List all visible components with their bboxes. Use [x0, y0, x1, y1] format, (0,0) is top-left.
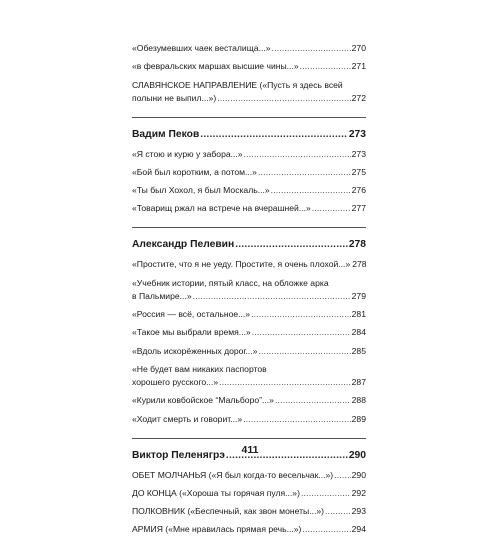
toc-entry: [132, 505, 366, 518]
dot-leader: [217, 92, 350, 105]
toc-entry-title: в Пальмире...»: [132, 290, 192, 301]
toc-entry-title: ДО КОНЦА («Хороша ты горячая пуля...»): [132, 487, 300, 498]
toc-entry-page: 278: [352, 259, 367, 270]
toc-entry-page: 272: [351, 92, 366, 103]
toc-entry-page: 285: [351, 345, 366, 356]
dot-leader: [258, 166, 351, 179]
toc-entry: [132, 345, 366, 358]
toc-entry-title: «Такое мы выбрали время...»: [132, 327, 251, 338]
author-page: 278: [348, 239, 366, 251]
toc-entry: [132, 60, 366, 73]
toc-entry-page: 275: [351, 166, 366, 177]
dot-leader: [300, 60, 351, 73]
toc-entry-title: «Ходит смерть и говорит...»: [132, 413, 243, 424]
toc-entry-title: «в февральских маршах высшие чины...»: [132, 61, 299, 72]
toc-entry-page: 273: [351, 148, 366, 159]
author-name: Вадим Пеков: [132, 128, 200, 140]
toc-entry: [132, 487, 366, 500]
toc-group: [132, 148, 366, 216]
dot-leader: [235, 238, 348, 252]
toc-entry-page: 294: [351, 524, 366, 535]
dot-leader: [193, 290, 351, 303]
dot-leader: [200, 128, 348, 142]
toc-entry: [132, 166, 366, 179]
toc-entry-title-line: СЛАВЯНСКОЕ НАПРАВЛЕНИЕ («Пусть я здесь всей: [132, 79, 343, 90]
dot-leader: [334, 469, 351, 482]
author-name: Виктор Пеленягрэ: [132, 449, 225, 461]
toc-entry-page: 292: [351, 487, 366, 498]
toc-entry: [132, 42, 366, 55]
toc-entry-page: 279: [351, 290, 366, 301]
toc-entry-page: 277: [351, 203, 366, 214]
toc-entry-title-line: «Не будет вам никаких паспортов: [132, 363, 267, 374]
toc-entry-page: 270: [351, 43, 366, 53]
dot-leader: [271, 184, 351, 197]
toc-group: [132, 42, 366, 105]
toc-entry: [132, 277, 366, 303]
toc-entry: [132, 394, 366, 407]
toc-entry-title: «Простите, что я не уеду. Простите, я очень плохой...»: [132, 259, 351, 270]
toc-entry: [132, 469, 366, 482]
toc-entry: [132, 202, 366, 215]
toc-group: [132, 258, 366, 425]
author-page: 273: [348, 128, 366, 140]
toc-entry: [132, 184, 366, 197]
toc-entry: [132, 79, 366, 105]
dot-leader: [272, 42, 351, 55]
toc-entry: [132, 308, 366, 321]
toc-entry-title: ПОЛКОВНИК («Беспечный, как звон монеты...»): [132, 506, 325, 517]
author-name: Александр Пелевин: [132, 239, 235, 251]
toc-entry-page: 293: [351, 506, 366, 517]
toc-entry-title: «Товарищ ржал на встрече на вчерашней...»: [132, 203, 311, 214]
author-page: 290: [348, 449, 366, 461]
toc-group: [132, 469, 366, 536]
section-divider: [132, 227, 366, 228]
dot-leader: [301, 487, 351, 500]
toc-entry-page: 276: [351, 185, 366, 196]
toc-entry-title: АРМИЯ («Мне нравилась прямая речь...»): [132, 524, 302, 535]
dot-leader: [252, 326, 351, 339]
dot-leader: [258, 345, 350, 358]
toc-entry-title: «Ты был Хохол, я был Москаль...»: [132, 185, 270, 196]
dot-leader: [243, 413, 350, 426]
toc-entry-page: 289: [351, 413, 366, 424]
toc-entry-title: хорошего русского...»: [132, 376, 219, 387]
toc-entry-page: 287: [351, 376, 366, 387]
toc-entry-title: «Я стою и курю у забора...»: [132, 148, 243, 159]
section-divider: [132, 438, 366, 439]
toc-entry-title: «Вдоль искорёженных дорог...»: [132, 345, 258, 356]
toc-author-heading: [132, 128, 366, 142]
page-number: 411: [241, 444, 259, 456]
toc-entry-title: «Россия — всё, остальное...»: [132, 309, 251, 320]
toc-entry-title: «Бой был коротким, а потом...»: [132, 166, 257, 177]
toc-entry-page: 284: [351, 327, 366, 338]
dot-leader: [251, 308, 351, 321]
dot-leader: [219, 376, 351, 389]
dot-leader: [244, 148, 351, 161]
toc-entry: [132, 413, 366, 426]
toc-entry-page: 281: [351, 309, 366, 320]
toc-entry: [132, 363, 366, 389]
toc-entry-page: 288: [351, 395, 366, 406]
toc-entry-title-line: «Учебник истории, пятый класс, на обложке арка: [132, 277, 329, 288]
toc-entry-page: 271: [351, 61, 366, 72]
toc-entry-title: полыни не выпил...»): [132, 92, 217, 103]
toc-entry-title: ОБЕТ МОЛЧАНЬЯ («Я был когда-то весельчак...»): [132, 469, 334, 480]
dot-leader: [325, 505, 351, 518]
toc-entry: [132, 326, 366, 339]
dot-leader: [275, 394, 351, 407]
toc-entry-page: 290: [351, 469, 366, 480]
dot-leader: [302, 523, 350, 536]
dot-leader: [312, 202, 351, 215]
toc-entry-title: «Курили ковбойское “Мальборо”...»: [132, 395, 274, 406]
toc-entry: [132, 523, 366, 536]
toc-entry-title: «Обезумевших чаек весталища...»: [132, 43, 271, 53]
toc-entry: [132, 148, 366, 161]
toc-author-heading: [132, 238, 366, 252]
table-of-contents: [132, 42, 366, 536]
toc-entry: [132, 258, 366, 271]
section-divider: [132, 117, 366, 118]
